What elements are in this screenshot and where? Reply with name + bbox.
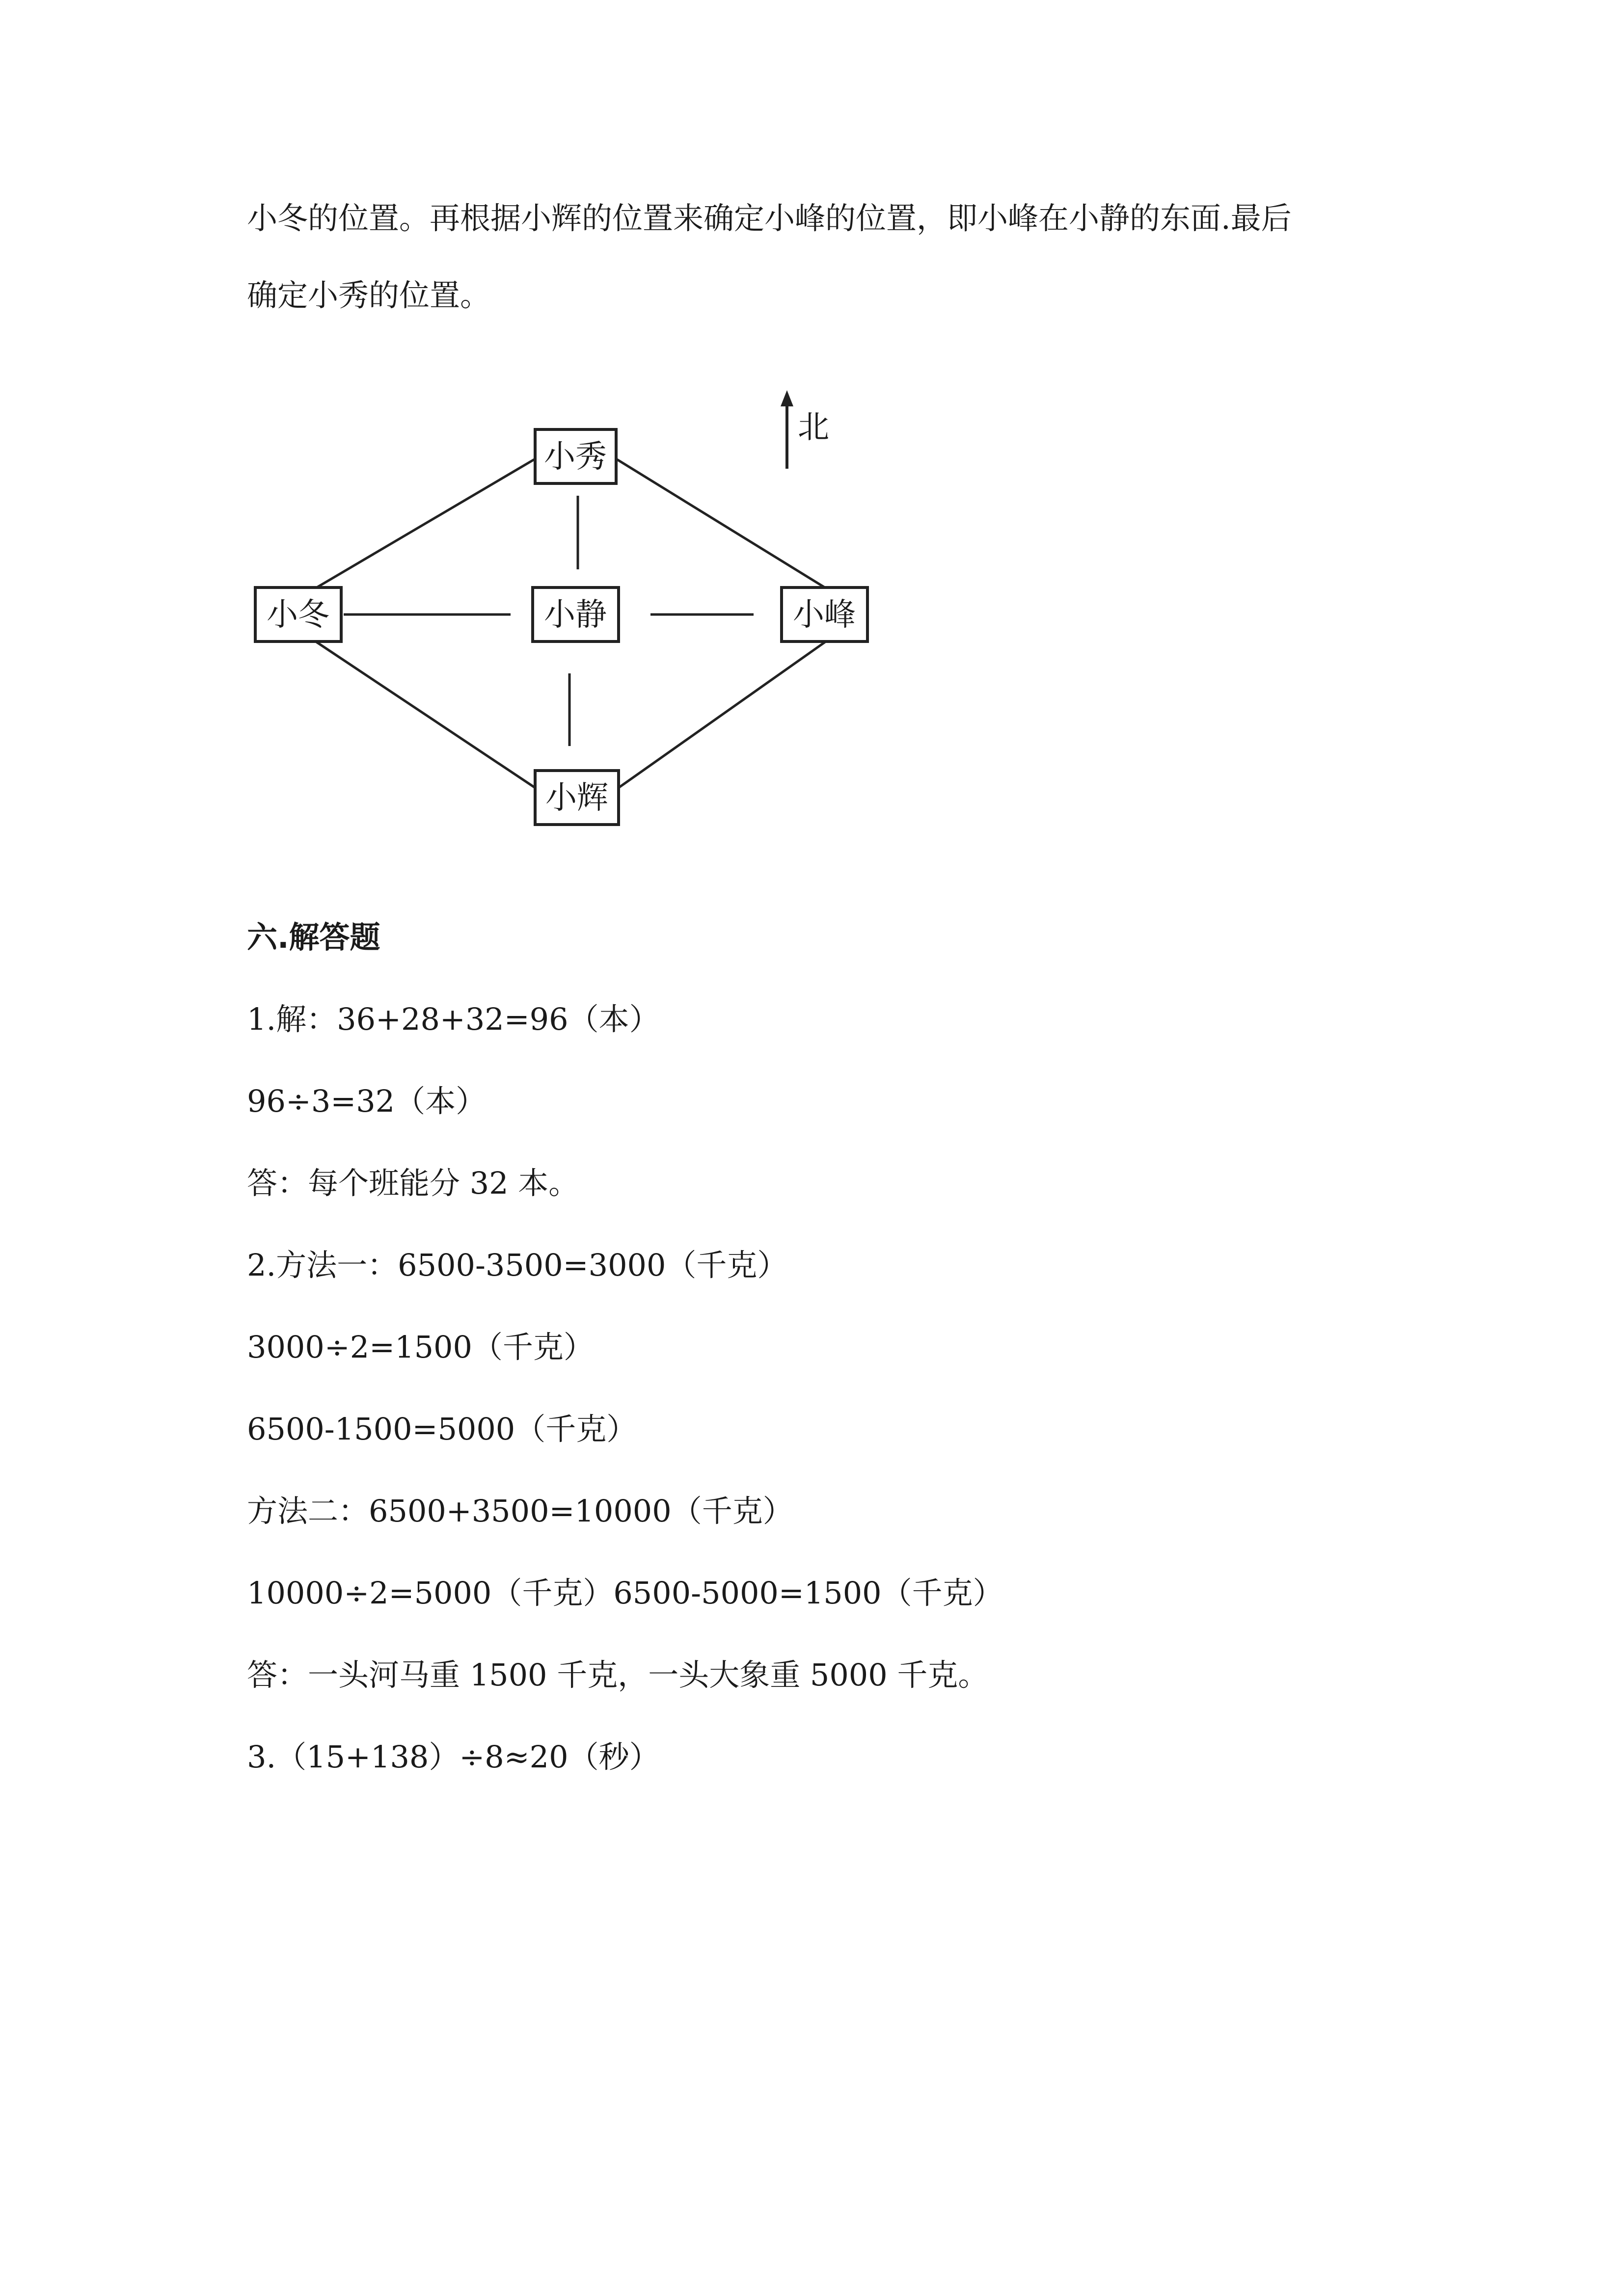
node-label-dong: 小冬 (267, 597, 329, 633)
node-label-xiuxiu: 小秀 (544, 439, 607, 475)
node-label-hui: 小辉 (545, 780, 608, 816)
node-label-feng: 小峰 (793, 597, 856, 633)
answer-line: 3000÷2=1500（千克） (247, 1329, 594, 1365)
edge-dong-hui (314, 641, 535, 788)
node-label-jing: 小静 (544, 597, 607, 633)
answer-line: 答：一头河马重 1500 千克，一头大象重 5000 千克。 (247, 1657, 989, 1693)
section-heading: 六.解答题 (247, 919, 380, 955)
intro-line-2: 确定小秀的位置。 (247, 277, 491, 313)
answer-line: 6500-1500=5000（千克） (247, 1411, 637, 1447)
edge-feng-hui (619, 641, 827, 788)
answer-line: 3.（15+138）÷8≈20（秒） (247, 1739, 660, 1775)
answer-line: 2.方法一：6500-3500=3000（千克） (247, 1247, 788, 1283)
north-arrow-icon (781, 390, 793, 469)
answer-line: 1.解：36+28+32=96（本） (247, 1001, 660, 1037)
answer-line: 10000÷2=5000（千克）6500-5000=1500（千克） (247, 1575, 1003, 1611)
edge-xiu-feng (616, 459, 827, 589)
answer-line: 96÷3=32（本） (247, 1083, 487, 1119)
edge-xiu-dong (314, 459, 535, 589)
answer-line: 答：每个班能分 32 本。 (247, 1165, 579, 1201)
intro-line-1: 小冬的位置。再根据小辉的位置来确定小峰的位置，即小峰在小静的东面.最后 (247, 200, 1292, 236)
compass-label: 北 (798, 409, 829, 446)
answer-line: 方法二：6500+3500=10000（千克） (247, 1493, 793, 1529)
